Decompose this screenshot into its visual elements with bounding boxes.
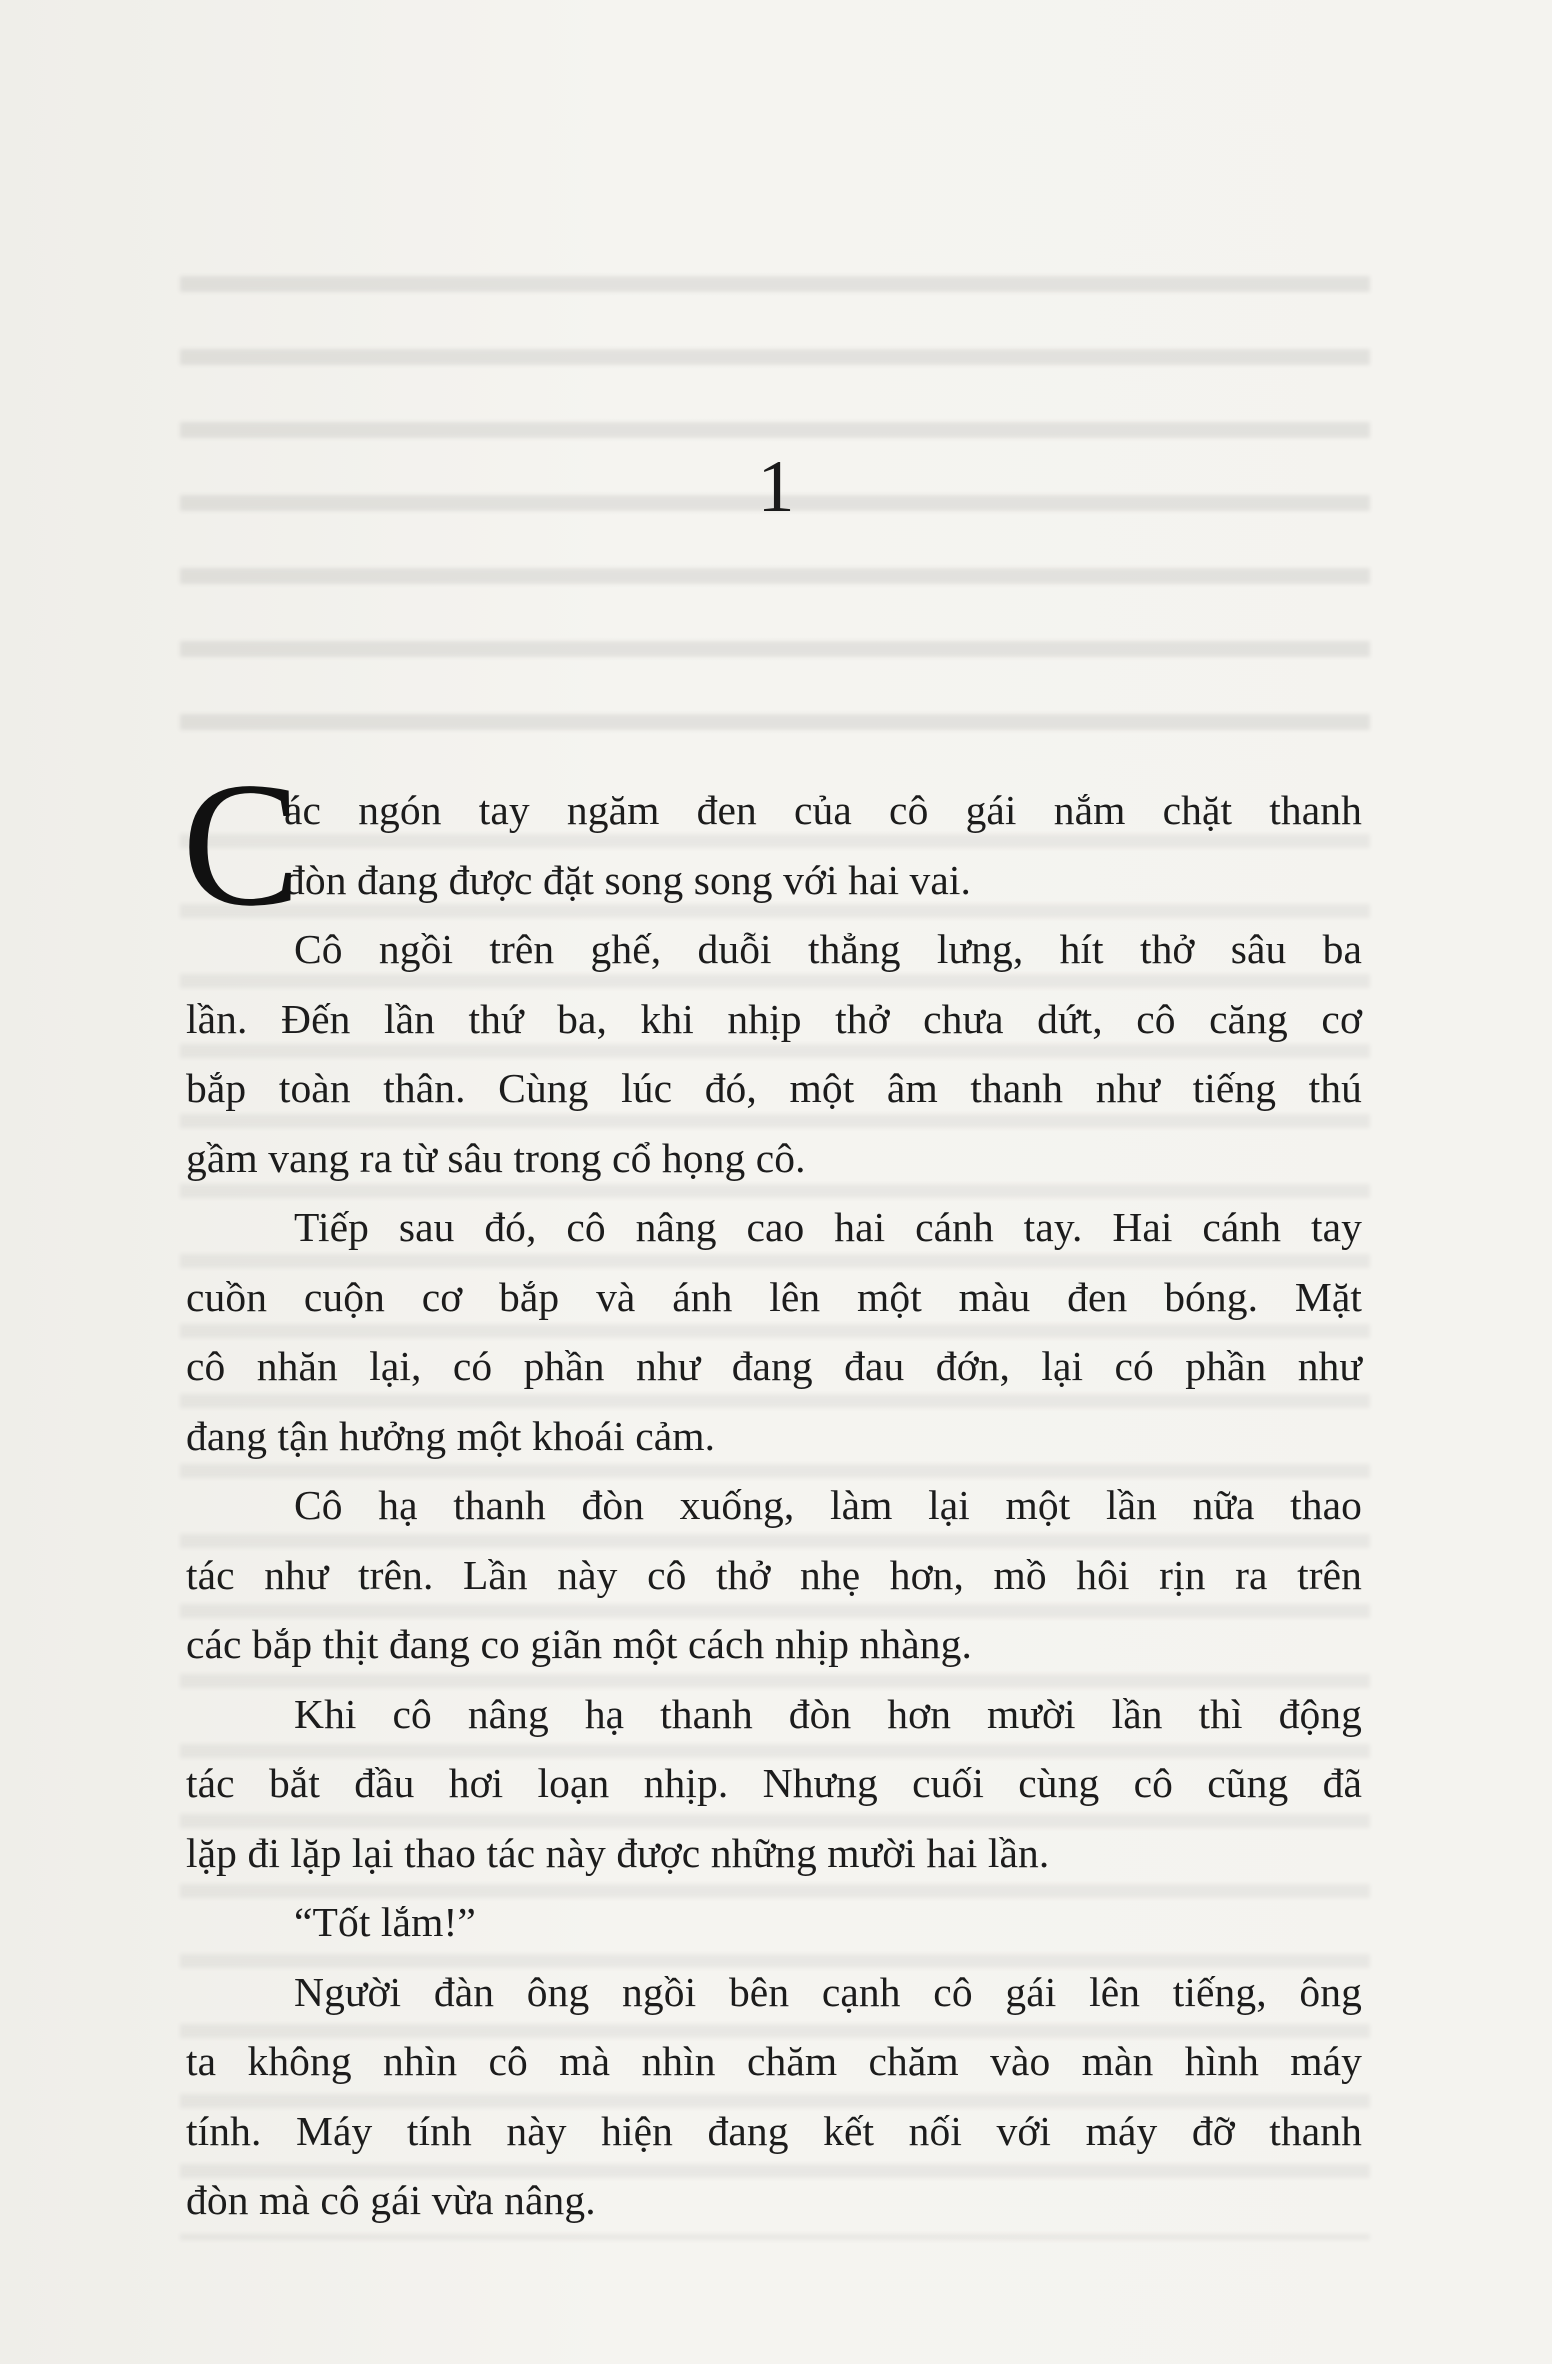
text-line: Khi cô nâng hạ thanh đòn hơn mười lần thì động xyxy=(294,1690,1362,1737)
text-line: gầm vang ra từ sâu trong cổ họng cô. xyxy=(186,1134,806,1181)
chapter-number: 1 xyxy=(757,446,795,528)
text-line: tác như trên. Lần này cô thở nhẹ hơn, mồ hôi rịn ra trên xyxy=(186,1551,1362,1598)
text-line: Tiếp sau đó, cô nâng cao hai cánh tay. Hai cánh tay xyxy=(294,1204,1362,1250)
text-line: cuồn cuộn cơ bắp và ánh lên một màu đen bóng. Mặt xyxy=(186,1273,1362,1320)
paragraph-7 xyxy=(186,1958,1362,2236)
text-line: bắp toàn thân. Cùng lúc đó, một âm thanh như tiếng thú xyxy=(186,1065,1362,1111)
text-line: tác bắt đầu hơi loạn nhịp. Nhưng cuối cùng cô cũng đã xyxy=(186,1760,1362,1806)
paragraph-1 xyxy=(182,745,1362,943)
paragraph-6 xyxy=(186,1888,1362,1958)
text-line: ác ngón tay ngăm đen của cô gái nắm chặt thanh xyxy=(284,787,1362,833)
text-line: đòn mà cô gái vừa nâng. xyxy=(186,2177,596,2223)
text-line: Người đàn ông ngồi bên cạnh cô gái lên tiếng, ông xyxy=(294,1968,1362,2015)
drop-cap: C xyxy=(182,745,301,943)
text-line: ta không nhìn cô mà nhìn chăm chăm vào màn hình máy xyxy=(186,2038,1362,2084)
text-line: cô nhăn lại, có phần như đang đau đớn, lại có phần như xyxy=(186,1343,1362,1389)
paragraph-3 xyxy=(186,1193,1362,1471)
paragraph-5 xyxy=(186,1680,1362,1889)
text-line: Cô ngồi trên ghế, duỗi thẳng lưng, hít thở sâu ba xyxy=(294,926,1362,972)
paragraph-4 xyxy=(186,1471,1362,1680)
text-line: đang tận hưởng một khoái cảm. xyxy=(186,1412,716,1459)
text-line: tính. Máy tính này hiện đang kết nối với máy đỡ thanh xyxy=(186,2107,1362,2154)
text-line: Cô hạ thanh đòn xuống, làm lại một lần nữa thao xyxy=(294,1482,1362,1528)
text-line: lần. Đến lần thứ ba, khi nhịp thở chưa dứt, cô căng cơ xyxy=(186,995,1362,1042)
chapter-body xyxy=(182,745,1362,2236)
paragraph-2 xyxy=(186,915,1362,1193)
text-line: các bắp thịt đang co giãn một cách nhịp nhàng. xyxy=(186,1621,972,1667)
text-line: lặp đi lặp lại thao tác này được những mười hai lần. xyxy=(186,1829,1050,1876)
text-line: đòn đang được đặt song song với hai vai. xyxy=(284,856,972,903)
dialogue-line: “Tốt lắm!” xyxy=(294,1899,476,1945)
